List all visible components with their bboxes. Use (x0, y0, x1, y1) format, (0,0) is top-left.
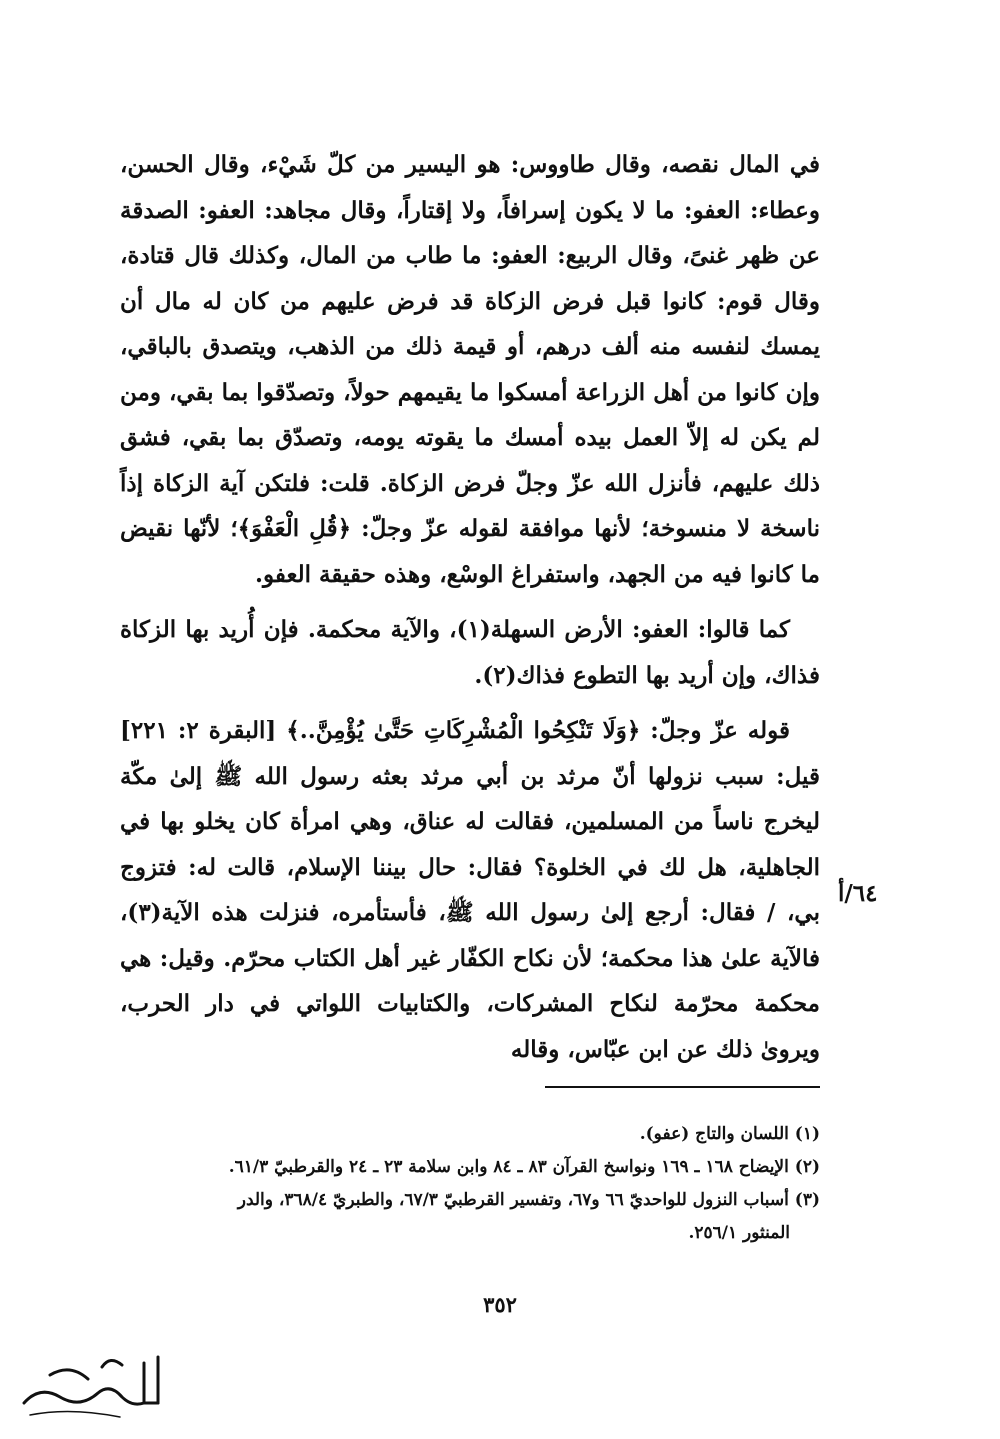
footnote-2: (٢) الإيضاح ١٦٨ ـ ١٦٩ ونواسخ القرآن ٨٣ ـ ٨٤ وابن سلامة ٢٣ ـ ٢٤ والقرطبيّ ٦١/٣. (228, 1157, 820, 1177)
footnote-3: (٣) أسباب النزول للواحديّ ٦٦ و٦٧، وتفسير القرطبيّ ٦٧/٣، والطبريّ ٣٦٨/٤، والدر (237, 1190, 820, 1210)
main-text (120, 142, 820, 1072)
footnote-1: (١) اللسان والتاج (عفو). (639, 1124, 820, 1144)
paragraph-3: قوله عزّ وجلّ: ﴿وَلَا تَنْكِحُوا الْمُشْرِكَاتِ حَتَّىٰ يُؤْمِنَّ..﴾ [البقرة ٢: ٢٢١] قيل: سبب نزولها أنّ مرثد بن أبي مرثد بعثه رسول الله ﷺ إلىٰ مكّة ليخرج ناساً من المسلمين، فقالت له عناق، وهي امرأة كان يخلو بها في الجاهلية، هل لك في الخلوة؟ فقال: حال بيننا الإسلام، قالت له: فتزوج بي، / فقال: أرجع إلىٰ رسول الله ﷺ، فأستأمره، فنزلت هذه الآية(٣)، فالآية علىٰ هذا محكمة؛ لأن نكاح الكفّار غير أهل الكتاب محرّم. وقيل: هي محكمة محرّمة لنكاح المشركات، والكتابيات اللواتي في دار الحرب، ويروىٰ ذلك عن ابن عبّاس، وقاله (120, 717, 820, 1063)
paragraph-1: في المال نقصه، وقال طاووس: هو اليسير من كلّ شَيْء، وقال الحسن، وعطاء: العفو: ما لا يكون إسرافاً، ولا إقتاراً، وقال مجاهد: العفو: الصدقة عن ظهر غنىً، وقال الربيع: العفو: ما طاب من المال، وكذلك قال قتادة، وقال قوم: كانوا قبل فرض الزكاة قد فرض عليهم من كان له مال أن يمسك لنفسه منه ألف درهم، أو قيمة ذلك من الذهب، ويتصدق بالباقي، وإن كانوا من أهل الزراعة أمسكوا ما يقيمهم حولاً، وتصدّقوا بما بقي، ومن لم يكن له إلاّ العمل بيده أمسك ما يقوته يومه، وتصدّق بما بقي، فشق ذلك عليهم، فأنزل الله عزّ وجلّ فرض الزكاة. قلت: فلتكن آية الزكاة إذاً ناسخة لا منسوخة؛ لأنها موافقة لقوله عزّ وجلّ: ﴿قُلِ الْعَفْوَ﴾؛ لأنّها نقيض ما كانوا فيه من الجهد، واستفراغ الوسْع، وهذه حقيقة العفو. (120, 151, 821, 588)
folio-margin-note: ٦٤/أ (838, 880, 878, 907)
footnote-separator (545, 1086, 820, 1088)
footnote-3-continuation: المنثور ٢٥٦/١. (688, 1223, 790, 1243)
publisher-logo (10, 1345, 170, 1430)
page-number: ٣٥٢ (483, 1292, 517, 1317)
paragraph-2: كما قالوا: العفو: الأرض السهلة(١)، والآية محكمة. فإن أُريد بها الزكاة فذاك، وإن أريد بها التطوع فذاك(٢). (120, 616, 820, 689)
footnotes (120, 1118, 820, 1250)
